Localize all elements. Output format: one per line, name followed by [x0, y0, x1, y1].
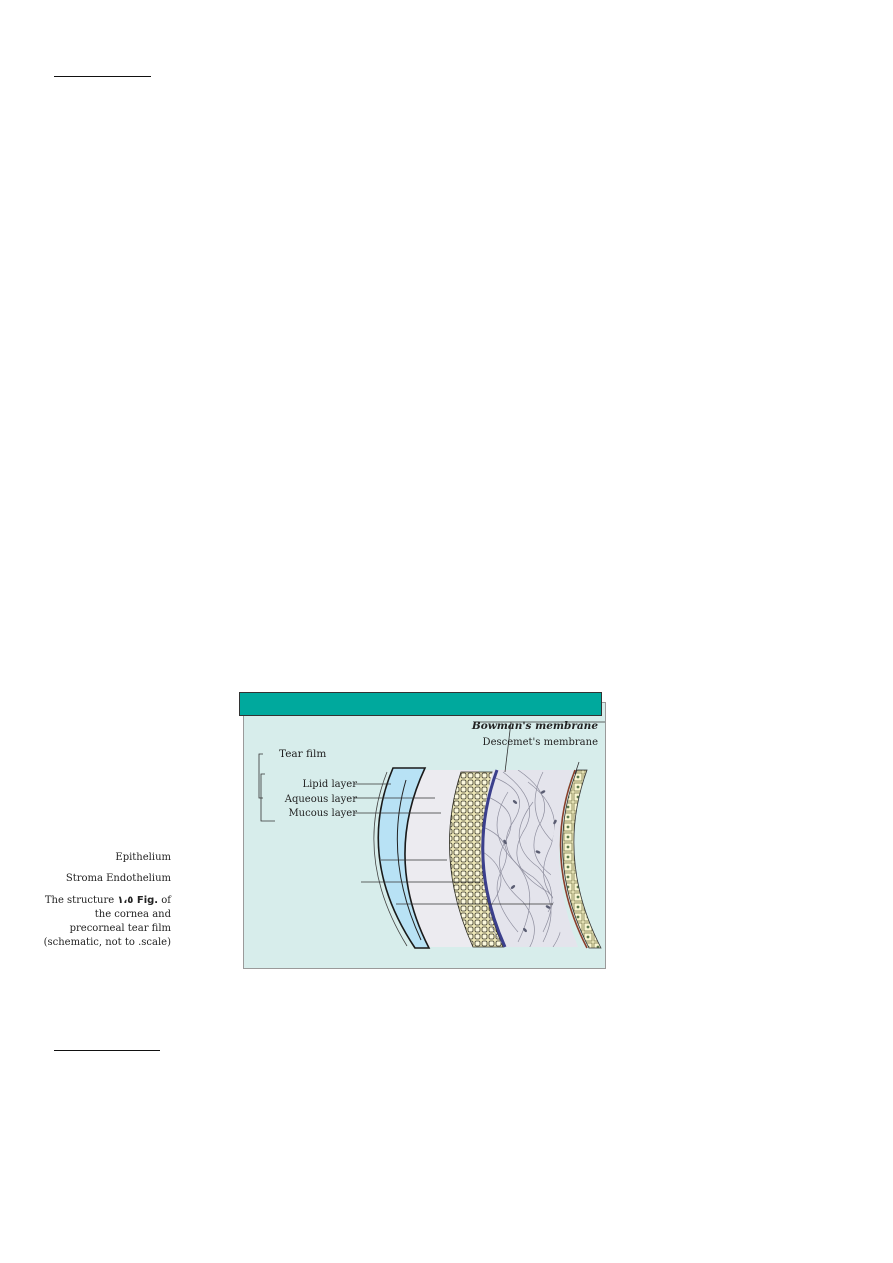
label-aqueous-layer: Aqueous layer: [284, 794, 357, 805]
top-divider: [54, 76, 151, 77]
caption-epithelium: Epithelium: [115, 852, 171, 863]
footnote-divider: [54, 1050, 160, 1051]
figure-caption: [41, 894, 171, 950]
label-mucous-layer: Mucous layer: [288, 808, 357, 819]
figure-caption-text: of the cornea and precorneal tear film (schematic, not to .scale): [43, 895, 171, 948]
figure-number: ١،٥ Fig.: [117, 895, 159, 906]
label-bowman-membrane: Bowman's membrane: [471, 720, 598, 732]
cornea-diagram: [243, 702, 606, 969]
label-lipid-layer: Lipid layer: [302, 779, 357, 790]
label-tear-film: Tear film: [279, 748, 327, 760]
figure-caption-prefix: The structure: [44, 895, 118, 906]
label-descemet-membrane: Descemet's membrane: [482, 737, 598, 748]
caption-stroma-endothelium: Stroma Endothelium: [65, 873, 171, 884]
